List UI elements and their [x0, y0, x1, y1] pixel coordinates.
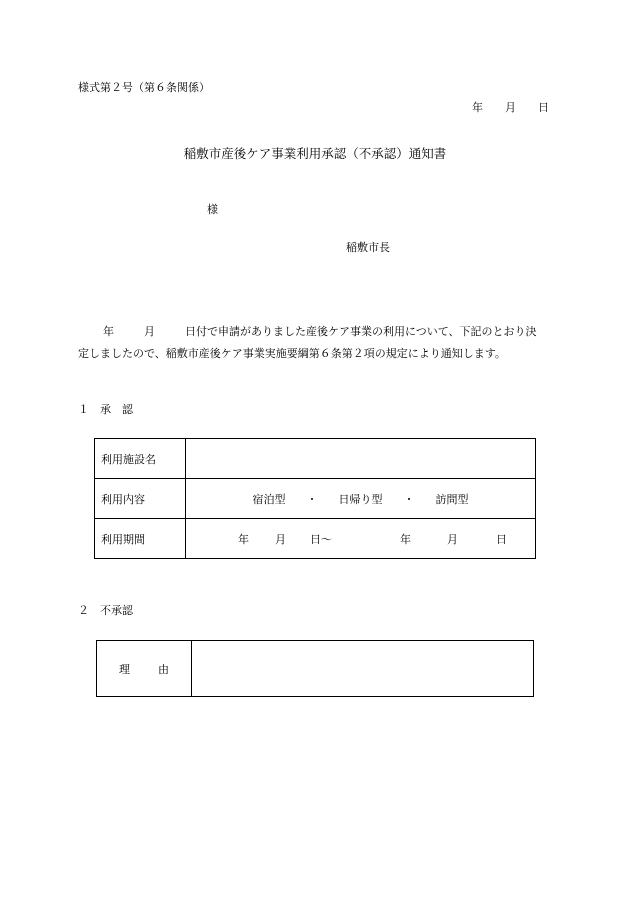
reason-field[interactable] — [192, 641, 534, 697]
rejection-table — [96, 640, 534, 697]
section-1-heading — [78, 403, 133, 416]
facility-field[interactable] — [186, 439, 536, 479]
separator: ・ — [306, 492, 318, 506]
body-year: 年 — [103, 325, 114, 338]
from-year: 年 — [238, 532, 249, 546]
to-year: 年 — [400, 532, 411, 546]
issue-date-day: 日 — [538, 101, 549, 114]
to-month: 月 — [447, 532, 458, 546]
period-label: 利用期間 — [95, 519, 186, 559]
content-label: 利用内容 — [95, 479, 186, 519]
approval-table — [94, 438, 536, 559]
section-2-title: 不承認 — [100, 604, 133, 617]
reason-label: 理 由 — [97, 641, 192, 697]
option-daytrip[interactable]: 日帰り型 — [338, 492, 383, 506]
option-visit[interactable]: 訪問型 — [435, 492, 469, 506]
content-field[interactable] — [186, 479, 536, 519]
table-row — [95, 439, 536, 479]
section-1-number: １ — [78, 403, 89, 416]
addressee: 様 — [207, 203, 218, 216]
form-number: 様式第２号（第６条関係） — [78, 81, 210, 94]
section-2-heading — [78, 604, 133, 617]
issue-date-year: 年 — [472, 101, 483, 114]
option-stay[interactable]: 宿泊型 — [252, 492, 286, 506]
table-row — [95, 519, 536, 559]
to-day: 日 — [496, 532, 507, 546]
table-row — [95, 479, 536, 519]
separator: ・ — [403, 492, 415, 506]
body-text — [78, 321, 538, 365]
body-rest: 日付で申請がありました産後ケア事業の利用について、下記のとおり決定しましたので、稲敷市産後ケア事業実施要綱第６条第２項の規定により通知します。 — [78, 325, 537, 360]
section-2-number: ２ — [78, 604, 89, 617]
table-row — [97, 641, 534, 697]
section-1-title: 承 認 — [100, 403, 133, 416]
sender: 稲敷市長 — [346, 241, 390, 254]
period-field[interactable] — [186, 519, 536, 559]
from-day: 日〜 — [310, 532, 332, 546]
facility-label: 利用施設名 — [95, 439, 186, 479]
issue-date-month: 月 — [505, 101, 516, 114]
from-month: 月 — [275, 532, 286, 546]
issue-date — [472, 101, 549, 114]
document-title: 稲敷市産後ケア事業利用承認（不承認）通知書 — [183, 146, 447, 161]
body-month: 月 — [144, 325, 155, 338]
